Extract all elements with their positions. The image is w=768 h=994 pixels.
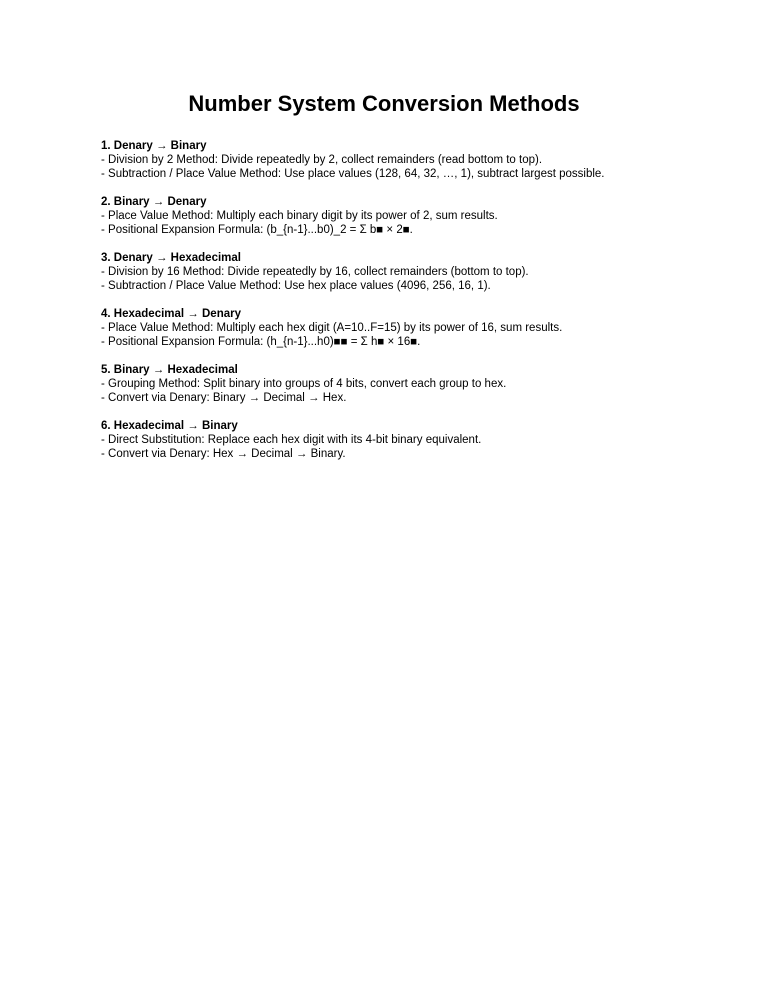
- method-line: - Place Value Method: Multiply each hex digit (A=10..F=15) by its power of 16, sum results.: [101, 322, 563, 334]
- method-line: - Subtraction / Place Value Method: Use hex place values (4096, 256, 16, 1).: [101, 280, 491, 292]
- section-denary-to-binary: [101, 139, 741, 181]
- method-line: - Division by 16 Method: Divide repeatedly by 16, collect remainders (bottom to top).: [101, 266, 529, 278]
- method-line: - Convert via Denary: Binary → Decimal → Hex.: [101, 392, 347, 404]
- section-heading: 1. Denary → Binary: [101, 140, 207, 152]
- section-denary-to-hexadecimal: [101, 251, 741, 293]
- method-line: - Positional Expansion Formula: (b_{n-1}...b0)_2 = Σ b■ × 2■.: [101, 224, 413, 236]
- method-line: - Convert via Denary: Hex → Decimal → Binary.: [101, 448, 346, 460]
- method-line: - Direct Substitution: Replace each hex digit with its 4-bit binary equivalent.: [101, 434, 482, 446]
- section-binary-to-hexadecimal: [101, 363, 741, 405]
- section-heading: 6. Hexadecimal → Binary: [101, 420, 238, 432]
- method-line: - Place Value Method: Multiply each binary digit by its power of 2, sum results.: [101, 210, 498, 222]
- section-binary-to-denary: [101, 195, 741, 237]
- section-hexadecimal-to-denary: [101, 307, 741, 349]
- section-heading: 5. Binary → Hexadecimal: [101, 364, 238, 376]
- method-line: - Positional Expansion Formula: (h_{n-1}...h0)■■ = Σ h■ × 16■.: [101, 336, 421, 348]
- document-body: [101, 139, 741, 475]
- method-line: - Subtraction / Place Value Method: Use place values (128, 64, 32, …, 1), subtract largest possible.: [101, 168, 605, 180]
- section-hexadecimal-to-binary: [101, 419, 741, 461]
- section-heading: 4. Hexadecimal → Denary: [101, 308, 241, 320]
- method-line: - Division by 2 Method: Divide repeatedly by 2, collect remainders (read bottom to top).: [101, 154, 543, 166]
- section-heading: 3. Denary → Hexadecimal: [101, 252, 241, 264]
- page-title: Number System Conversion Methods: [188, 91, 580, 116]
- section-heading: 2. Binary → Denary: [101, 196, 207, 208]
- method-line: - Grouping Method: Split binary into groups of 4 bits, convert each group to hex.: [101, 378, 507, 390]
